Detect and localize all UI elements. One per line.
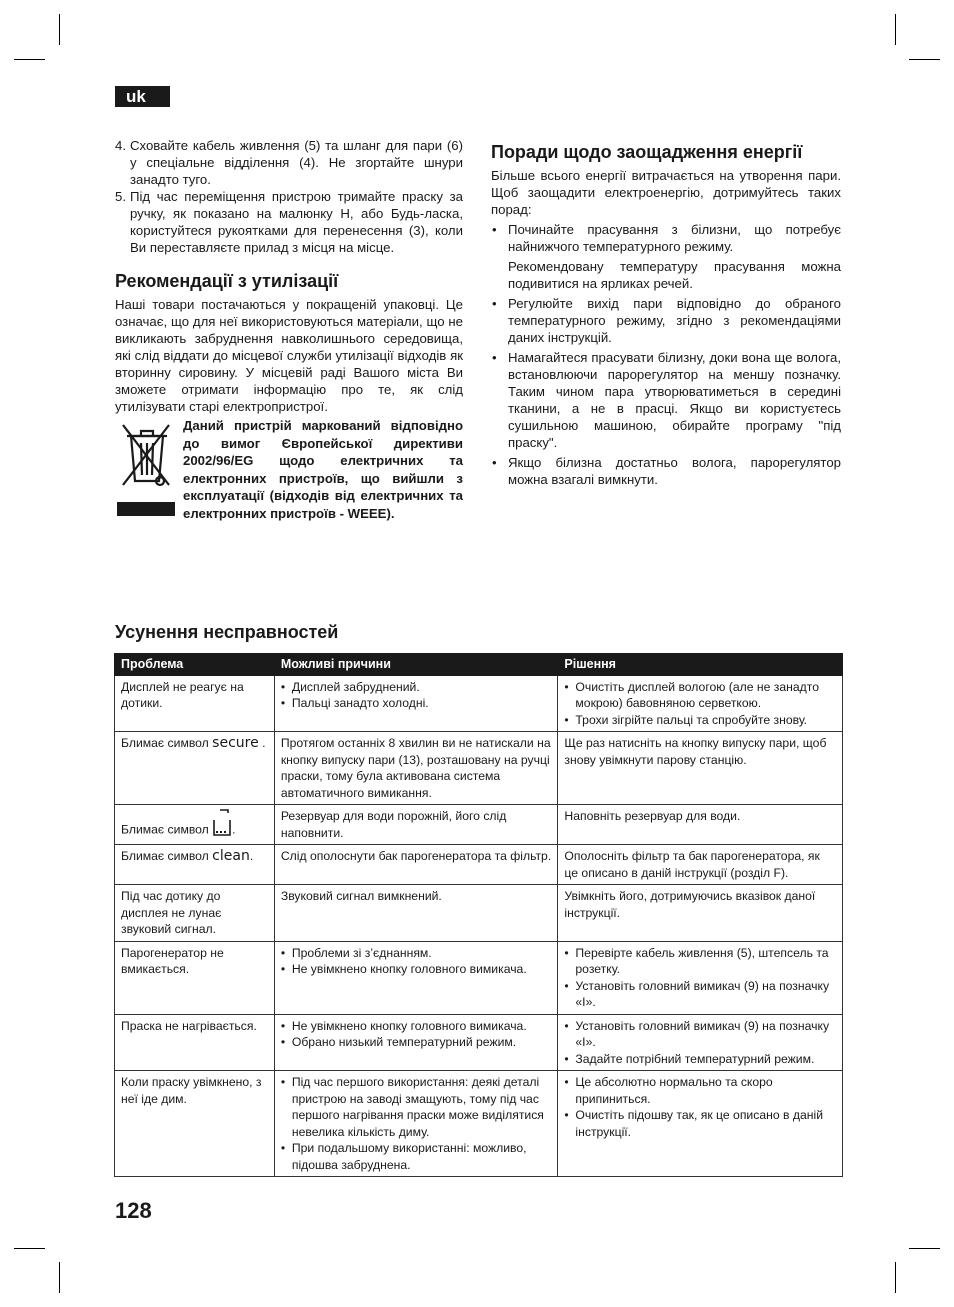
crop-mark: [895, 14, 896, 45]
list-item: • Перевірте кабель живлення (5), штепсель та розетку.: [564, 945, 836, 978]
list-item: 5. Під час переміщення пристрою тримайте праску за ручку, як показано на малюнку H, або Будь-ласка, користуйтеся рукоятками для перенесення (3), коли Ви переставляєте прилад з місця на місце.: [115, 189, 463, 255]
list-item: • Проблеми зі з’єднанням.: [281, 945, 552, 962]
table-row: [115, 1071, 843, 1177]
cause-cell: [274, 941, 558, 1014]
column-header: Рішення: [558, 654, 843, 676]
crop-mark: [909, 1248, 940, 1249]
list-item: • При подальшому використанні: можливо, підошва забруднена.: [281, 1140, 552, 1173]
list-item: • Регулюйте вихід пари відповідно до обраного температурного режиму, згідно з рекомендаціями даних інструкцій.: [491, 295, 841, 346]
table-header-row: [115, 654, 843, 676]
cause-cell-list: [281, 1074, 552, 1173]
table-row: [115, 885, 843, 942]
list-item: • Установіть головний вимикач (9) на позначку «I».: [564, 978, 836, 1011]
left-column: [115, 137, 463, 543]
cause-cell: [274, 1014, 558, 1071]
crop-mark: [909, 59, 940, 60]
troubleshooting-heading: Усунення несправностей: [115, 622, 339, 642]
weee-text: Даний пристрій маркований відповідно до вимог Європейської директиви 2002/96/EG щодо електричних та електронних пристроїв, що вийшли з експлуатації (відходів від електричних та електронних пристроїв - WEEE).: [183, 418, 463, 521]
cause-cell-list: [281, 945, 552, 978]
cause-cell: Слід ополоснути бак парогенератора та фільтр.: [274, 845, 558, 885]
list-item: • Намагайтеся прасувати білизну, доки вона ще волога, встановлюючи парорегулятор на меншу позначку. Таким чином пара утворюватиметься в середині тканини, а не в прасці. Якщо ви користуєтесь сушильною машиною, обирайте програму "під праску".: [491, 349, 841, 451]
column-header: Проблема: [115, 654, 275, 676]
solution-cell: [558, 941, 843, 1014]
list-item: • Обрано низький температурний режим.: [281, 1034, 552, 1051]
crop-mark: [14, 1248, 45, 1249]
problem-cell: Коли праску увімкнено, з неї іде дим.: [115, 1071, 275, 1177]
cause-cell: [274, 1071, 558, 1177]
cause-cell: Звуковий сигнал вимкнений.: [274, 885, 558, 942]
list-item: • Не увімкнено кнопку головного вимикача.: [281, 1018, 552, 1035]
table-row: [115, 1014, 843, 1071]
list-item: • Не увімкнено кнопку головного вимикача.: [281, 961, 552, 978]
cause-cell-list: [281, 679, 552, 712]
crop-mark: [14, 59, 45, 60]
right-column: [491, 141, 841, 488]
list-item: • Задайте потрібний температурний режим.: [564, 1051, 836, 1068]
energy-heading: Поради щодо заощадження енергії: [491, 142, 803, 162]
troubleshooting-table: [114, 653, 843, 1177]
language-tab: uk: [115, 86, 170, 107]
crop-mark: [895, 1262, 896, 1293]
list-item: • Це абсолютно нормально та скоро припиниться.: [564, 1074, 836, 1107]
problem-cell: Парогенератор не вмикається.: [115, 941, 275, 1014]
list-item: • Починайте прасування з білизни, що потребує найнижчого температурного режиму. Рекомендовану температуру прасування можна подивитися на ярликах речей.: [491, 221, 841, 292]
recycling-heading: Рекомендації з утилізації: [115, 271, 339, 291]
page-number: 128: [115, 1198, 152, 1223]
tip-note: Рекомендовану температуру прасування можна подивитися на ярликах речей.: [508, 259, 841, 291]
crop-mark: [59, 14, 60, 45]
solution-cell: Ще раз натисніть на кнопку випуску пари, щоб знову увімкнути парову станцію.: [558, 732, 843, 805]
cause-cell: Протягом останніх 8 хвилин ви не натискали на кнопку випуску пари (13), розташовану на ручці праски, тому була активована система автоматичного вимикання.: [274, 732, 558, 805]
list-item: • Якщо білизна достатньо волога, парорегулятор можна взагалі вимкнути.: [491, 454, 841, 488]
solution-cell: [558, 675, 843, 732]
table-row: [115, 941, 843, 1014]
energy-tips: [491, 221, 841, 488]
steps-list: [115, 137, 463, 256]
cause-cell-list: [281, 1018, 552, 1051]
recycling-text: Наші товари постачаються у покращеній упаковці. Це означає, що для неї використовуються матеріали, що не викликають забруднення навколишнього середовища, які слід віддати до місцевої служби утилізації відходів як вторинну сировину. У місцевій раді Вашого міста Ви зможете отримати інформацію про те, як слід утилізувати старі електропристрої.: [115, 297, 463, 414]
problem-cell: Блимає символ secure .: [115, 732, 275, 805]
list-item: • Установіть головний вимикач (9) на позначку «I».: [564, 1018, 836, 1051]
table-row: [115, 732, 843, 805]
solution-cell: [558, 1071, 843, 1177]
list-item: • Трохи зігрійте пальці та спробуйте знову.: [564, 712, 836, 729]
water-tank-icon: [212, 808, 232, 838]
list-item: • Очистіть підошву так, як це описано в даній інструкції.: [564, 1107, 836, 1140]
energy-intro: Більше всього енергії витрачається на утворення пари. Щоб заощадити електроенергію, дотримуйтесь таких порад:: [491, 168, 841, 217]
crop-mark: [59, 1262, 60, 1293]
column-header: Можливі причини: [274, 654, 558, 676]
table-row: [115, 805, 843, 845]
solution-cell: [558, 1014, 843, 1071]
crossed-bin-icon: [117, 419, 175, 517]
solution-cell: Наповніть резервуар для води.: [558, 805, 843, 845]
table-row: [115, 845, 843, 885]
list-item: • Під час першого використання: деякі деталі пристрою на заводі змащують, тому під час першого нагрівання праски може виділятися невелика кількість диму.: [281, 1074, 552, 1140]
weee-notice: [115, 417, 463, 543]
list-item: • Очистіть дисплей вологою (але не занадто мокрою) бавовняною серветкою.: [564, 679, 836, 712]
list-item: • Дисплей забруднений.: [281, 679, 552, 696]
solution-cell-list: [564, 945, 836, 1011]
solution-cell-list: [564, 1018, 836, 1068]
problem-cell: Блимає символ .: [115, 805, 275, 845]
solution-cell-list: [564, 679, 836, 729]
solution-cell: Увімкніть його, дотримуючись вказівок даної інструкції.: [558, 885, 843, 942]
display-symbol: secure: [212, 735, 259, 751]
solution-cell: Ополосніть фільтр та бак парогенератора, як це описано в даній інструкції (розділ F).: [558, 845, 843, 885]
list-item: • Пальці занадто холодні.: [281, 695, 552, 712]
display-symbol: clean: [212, 848, 250, 864]
cause-cell: Резервуар для води порожній, його слід наповнити.: [274, 805, 558, 845]
list-item: 4. Сховайте кабель живлення (5) та шланг для пари (6) у спеціальне відділення (4). Не згортайте шнури занадто туго.: [115, 138, 463, 187]
solution-cell-list: [564, 1074, 836, 1140]
problem-cell: Праска не нагрівається.: [115, 1014, 275, 1071]
table-row: [115, 675, 843, 732]
problem-cell: Блимає символ clean.: [115, 845, 275, 885]
problem-cell: Дисплей не реагує на дотики.: [115, 675, 275, 732]
problem-cell: Під час дотику до дисплея не лунає звуковий сигнал.: [115, 885, 275, 942]
cause-cell: [274, 675, 558, 732]
